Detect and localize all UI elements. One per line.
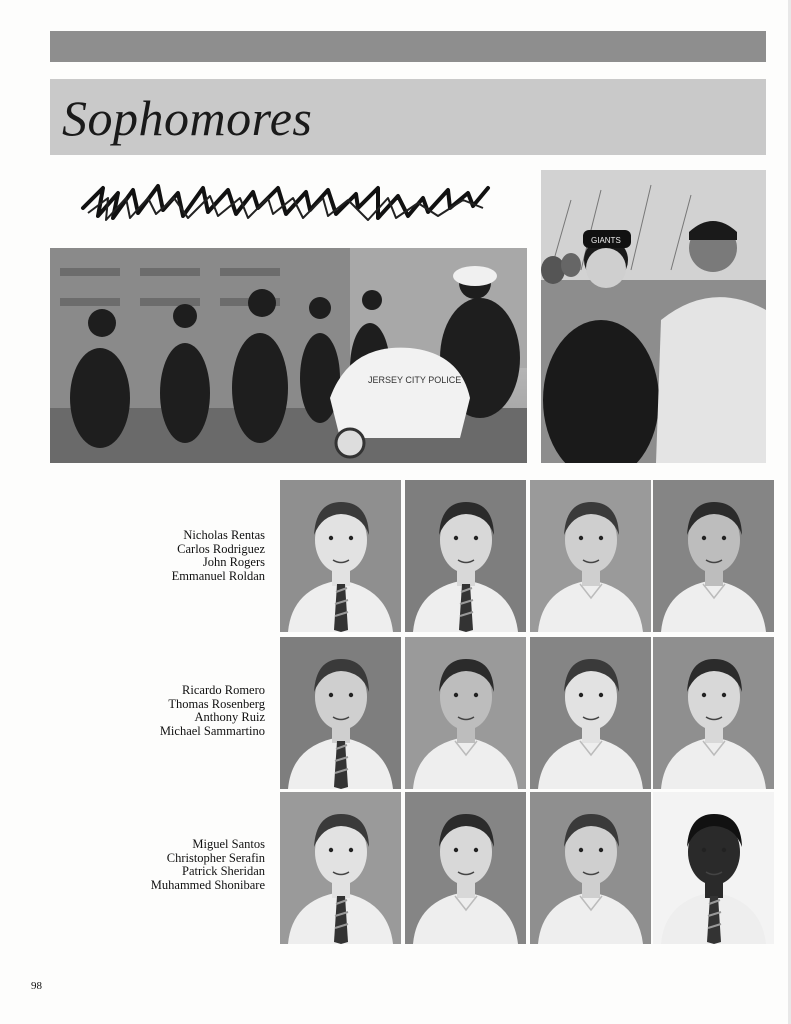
student-name: Nicholas Rentas xyxy=(183,528,265,542)
parade-photo xyxy=(50,248,527,463)
page-title: Sophomores xyxy=(62,90,313,146)
cap-text: GIANTS xyxy=(591,236,621,245)
students-photo xyxy=(541,170,766,463)
student-name: Michael Sammartino xyxy=(159,723,265,738)
student-portrait xyxy=(530,480,651,632)
header-band xyxy=(50,31,766,62)
page-number: 98 xyxy=(31,980,42,992)
student-portrait xyxy=(530,792,651,944)
row-2-names xyxy=(160,684,265,738)
student-portrait xyxy=(280,637,401,789)
student-name: Patrick Sheridan xyxy=(182,864,265,879)
student-name: Christopher Serafin xyxy=(166,850,265,865)
student-portrait xyxy=(653,792,774,944)
student-name: Miguel Santos xyxy=(192,837,265,851)
student-name: Carlos Rodriguez xyxy=(177,541,265,556)
student-name: Emmanuel Roldan xyxy=(171,568,265,583)
student-name: Muhammed Shonibare xyxy=(150,877,265,892)
student-portrait xyxy=(530,637,651,789)
student-name: Anthony Ruiz xyxy=(194,710,265,725)
student-portrait xyxy=(653,480,774,632)
student-name: Ricardo Romero xyxy=(182,683,265,697)
title-band xyxy=(50,79,766,155)
student-portrait xyxy=(405,637,526,789)
student-portrait xyxy=(405,480,526,632)
student-name: Thomas Rosenberg xyxy=(168,696,265,711)
motorcycle-sign: JERSEY CITY POLICE xyxy=(368,375,462,385)
row-1-names xyxy=(172,529,265,583)
student-portrait xyxy=(280,792,401,944)
student-portrait xyxy=(653,637,774,789)
row-3-names xyxy=(151,838,265,892)
student-portrait xyxy=(405,792,526,944)
scribble-decoration xyxy=(78,168,498,238)
student-name: John Rogers xyxy=(202,555,265,570)
student-portrait xyxy=(280,480,401,632)
